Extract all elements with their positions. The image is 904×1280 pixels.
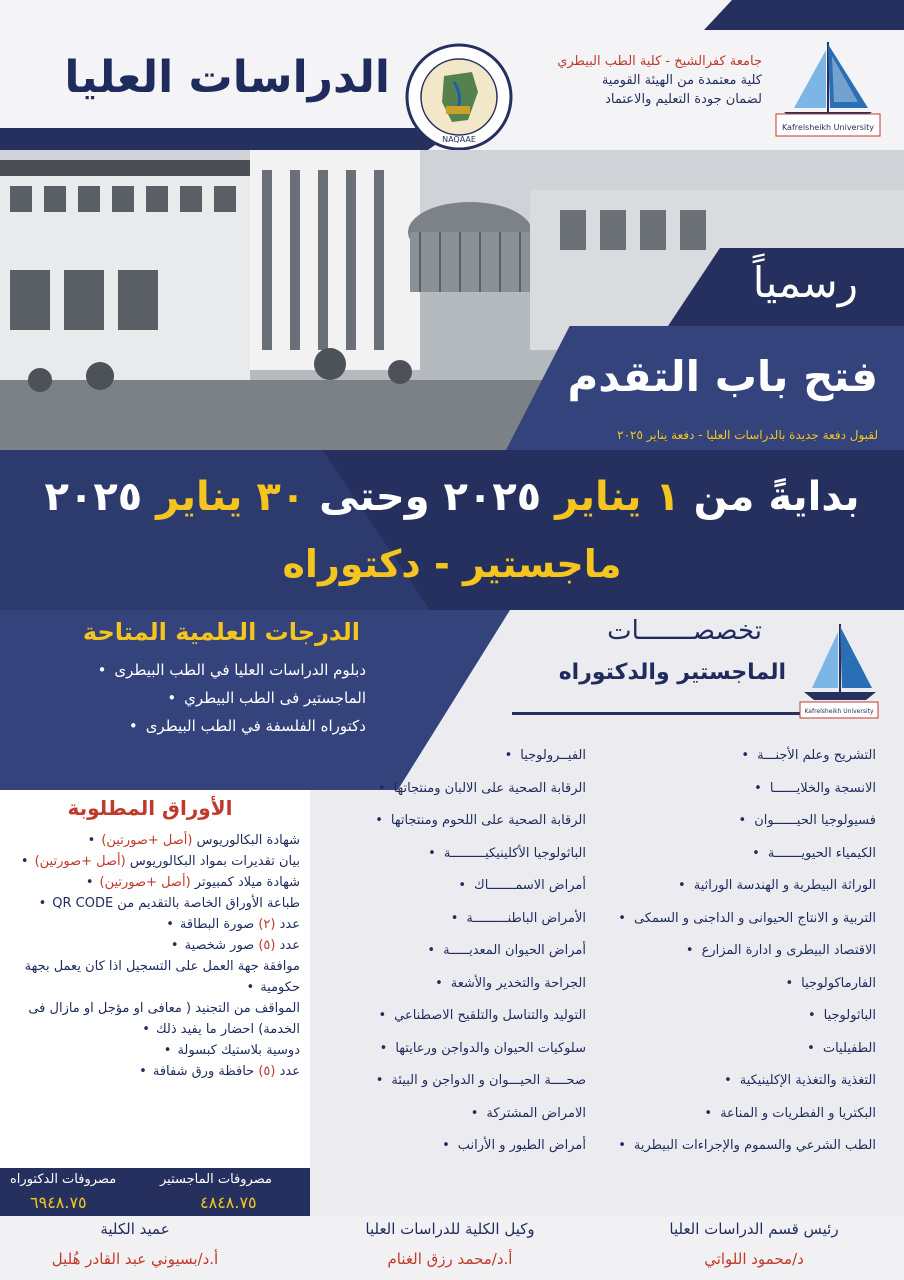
list-item: شهادة البكالوريوس (أصل +صورتين) • bbox=[10, 830, 300, 851]
list-item: أمراض الحيوان المعديـــــة • bbox=[316, 935, 586, 968]
university-line-3: لضمان جودة التعليم والاعتماد bbox=[605, 92, 762, 107]
list-item: دبلوم الدراسات العليا في الطب البيطرى • bbox=[6, 656, 366, 684]
list-item: موافقة جهة العمل على التسجيل اذا كان يعمل بجهة حكومية • bbox=[10, 956, 300, 998]
specializations-divider bbox=[512, 712, 802, 715]
list-item: فسيولوجيا الحيــــــوان • bbox=[576, 805, 876, 838]
required-papers-list bbox=[10, 830, 300, 1082]
masters-fee-value: ٤٨٤٨.٧٥ bbox=[200, 1193, 257, 1212]
open-admission-title: فتح باب التقدم bbox=[567, 352, 878, 401]
list-item: بيان تقديرات بمواد البكالوريوس (أصل +صورتين) • bbox=[10, 851, 300, 872]
list-item: البكتريا و الفطريات و المناعة • bbox=[576, 1098, 876, 1131]
main-title: الدراسات العليا bbox=[64, 52, 390, 103]
list-item: طباعة الأوراق الخاصة بالتقديم من QR CODE • bbox=[10, 893, 300, 914]
doctorate-fee-label: مصروفات الدكتوراه bbox=[10, 1172, 117, 1187]
list-item: التشريح وعلم الأجنـــة • bbox=[576, 740, 876, 773]
signature-name: أ.د/محمد رزق الغنام bbox=[387, 1250, 513, 1268]
list-item: الانسجة والخلايــــــا • bbox=[576, 773, 876, 806]
available-degrees-title: الدرجات العلمية المتاحة bbox=[82, 618, 360, 646]
signature-role: رئيس قسم الدراسات العليا bbox=[669, 1220, 839, 1238]
list-item: الطفيليات • bbox=[576, 1033, 876, 1066]
list-item: الأمراض الباطنـــــــــة • bbox=[316, 903, 586, 936]
list-item: دوسية بلاستيك كبسولة • bbox=[10, 1040, 300, 1061]
university-line-1: جامعة كفرالشيخ - كلية الطب البيطري bbox=[557, 54, 762, 69]
university-logo-small-icon bbox=[796, 620, 882, 720]
specializations-column-middle bbox=[316, 740, 586, 1163]
start-year: ٢٠٢٥ bbox=[443, 474, 542, 520]
open-admission-subtitle: لقبول دفعة جديدة بالدراسات العليا - دفعة يناير ٢٠٢٥ bbox=[617, 428, 878, 442]
list-item: شهادة ميلاد كمبيوتر (أصل +صورتين) • bbox=[10, 872, 300, 893]
list-item: سلوكيات الحيوان والدواجن ورعايتها • bbox=[316, 1033, 586, 1066]
list-item: الوراثة البيطرية و الهندسة الوراثية • bbox=[576, 870, 876, 903]
specializations-column-right bbox=[576, 740, 876, 1163]
list-item: عدد (٥) صور شخصية • bbox=[10, 935, 300, 956]
list-item: صحــــة الحيـــوان و الدواجن و البيئة • bbox=[316, 1065, 586, 1098]
signature-block bbox=[10, 1220, 260, 1268]
specializations-subtitle: الماجستير والدكتوراه bbox=[558, 660, 786, 685]
available-degrees-list bbox=[6, 656, 366, 740]
required-papers-title: الأوراق المطلوبة bbox=[67, 796, 233, 820]
list-item: عدد (٢) صورة البطاقة • bbox=[10, 914, 300, 935]
end-year: ٢٠٢٥ bbox=[44, 474, 143, 520]
naqaae-logo-text: NAQAAE bbox=[442, 135, 476, 144]
list-item: الطب الشرعي والسموم والإجراءات البيطرية • bbox=[576, 1130, 876, 1163]
officially-label: رسمياً bbox=[752, 258, 858, 307]
masters-fee-label: مصروفات الماجستير bbox=[160, 1172, 272, 1187]
list-item: عدد (٥) حافظة ورق شفافة • bbox=[10, 1061, 300, 1082]
university-logo-small-text: Kafrelsheikh University bbox=[804, 708, 874, 715]
university-info bbox=[432, 52, 762, 109]
end-date: ٣٠ يناير bbox=[156, 474, 306, 520]
university-logo-text: Kafrelsheikh University bbox=[781, 123, 875, 132]
list-item: الباثولوجيا • bbox=[576, 1000, 876, 1033]
list-item: الاقتصاد البيطرى و ادارة المزارع • bbox=[576, 935, 876, 968]
list-item: الفارماكولوجيا • bbox=[576, 968, 876, 1001]
degrees-offered: ماجستير - دكتوراه bbox=[282, 542, 622, 586]
list-item: التغذية والتغذية الإكلينيكية • bbox=[576, 1065, 876, 1098]
list-item: الفيــرولوجيا • bbox=[316, 740, 586, 773]
doctorate-fee-value: ٦٩٤٨.٧٥ bbox=[30, 1193, 87, 1212]
signature-block bbox=[624, 1220, 884, 1268]
start-date: ١ يناير bbox=[555, 474, 680, 520]
list-item: الرقابة الصحية على اللحوم ومنتجاتها • bbox=[316, 805, 586, 838]
list-item: المواقف من التجنيد ( معافى او مؤجل او مازال فى الخدمة) احضار ما يفيد ذلك • bbox=[10, 998, 300, 1040]
list-item: دكتوراه الفلسفة في الطب البيطرى • bbox=[6, 712, 366, 740]
list-item: التوليد والتناسل والتلقيح الاصطناعي • bbox=[316, 1000, 586, 1033]
signature-name: أ.د/بسيوني عبد القادر هُليل bbox=[51, 1250, 219, 1268]
university-logo-icon bbox=[770, 36, 886, 140]
admission-dates bbox=[0, 474, 904, 520]
signature-name: د/محمود اللواتي bbox=[704, 1250, 804, 1268]
list-item: الباثولوجيا الأكلينيكيـــــــــة • bbox=[316, 838, 586, 871]
signature-role: عميد الكلية bbox=[100, 1220, 170, 1238]
list-item: أمراض الاسمـــــــاك • bbox=[316, 870, 586, 903]
list-item: الرقابة الصحية على الالبان ومنتجاتها • bbox=[316, 773, 586, 806]
list-item: أمراض الطيور و الأرانب • bbox=[316, 1130, 586, 1163]
dates-prefix: بدايةً من bbox=[693, 474, 860, 520]
list-item: التربية و الانتاج الحيوانى و الداجنى و السمكى • bbox=[576, 903, 876, 936]
list-item: الجراحة والتخدير والأشعة • bbox=[316, 968, 586, 1001]
list-item: الكيمياء الحيويـــــــة • bbox=[576, 838, 876, 871]
header-accent-band bbox=[704, 0, 904, 30]
until-word: وحتى bbox=[319, 474, 430, 520]
signature-block bbox=[320, 1220, 580, 1268]
university-line-2: كلية معتمدة من الهيئة القومية bbox=[601, 73, 762, 88]
signature-role: وكيل الكلية للدراسات العليا bbox=[365, 1220, 535, 1238]
header-bottom-band bbox=[0, 128, 460, 150]
list-item: الماجستير فى الطب البيطري • bbox=[6, 684, 366, 712]
list-item: الامراض المشتركة • bbox=[316, 1098, 586, 1131]
specializations-title: تخصصـــــــات bbox=[607, 616, 762, 646]
